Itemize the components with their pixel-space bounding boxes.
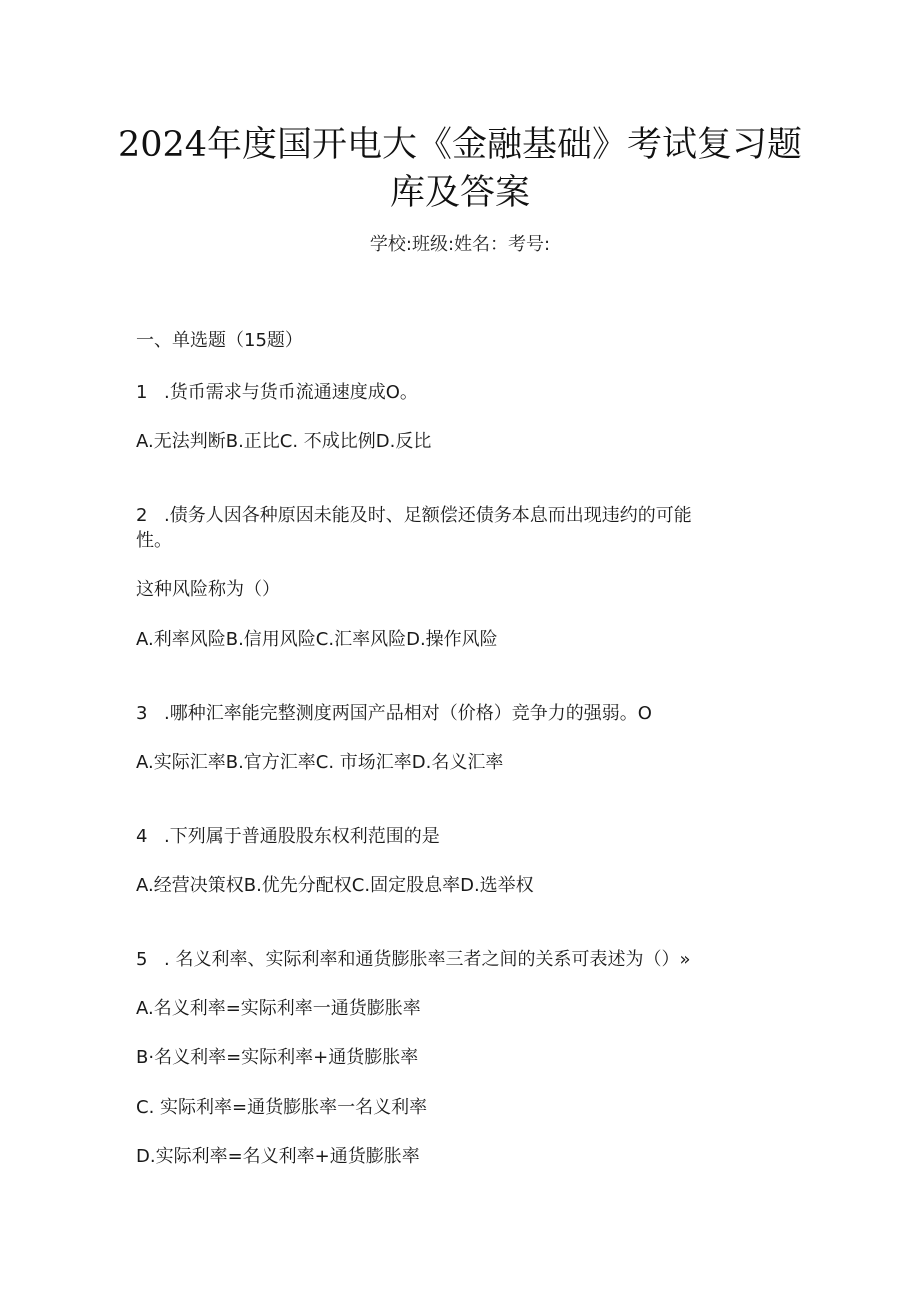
question-4 [136,824,440,850]
question-5-option-b: B·名义利率=实际利率+通货膨胀率 [136,1047,419,1068]
question-4-options: A.经营决策权B.优先分配权C.固定股息率D.选举权 [136,875,534,896]
document-title-line2: 库及答案 [389,173,530,213]
question-5-option-a: A.名义利率=实际利率一通货膨胀率 [136,998,421,1019]
question-number: 1 [136,382,148,403]
question-5-option-d: D.实际利率=名义利率+通货膨胀率 [136,1146,420,1167]
question-text: .货币需求与货币流通速度成O。 [164,382,418,403]
question-text: .债务人因各种原因未能及时、足额偿还债务本息而出现违约的可能 [164,505,692,526]
question-3 [136,701,652,727]
question-number: 3 [136,703,148,724]
question-number: 2 [136,505,148,526]
question-2-options: A.利率风险B.信用风险C.汇率风险D.操作风险 [136,629,498,650]
question-text: . 名义利率、实际利率和通货膨胀率三者之间的关系可表述为（）» [164,949,691,970]
question-2 [136,503,692,529]
question-text: .下列属于普通股股东权利范围的是 [164,826,440,847]
document-title-line1: 2024年度国开电大《金融基础》考试复习题 [117,125,803,165]
question-1 [136,380,418,406]
question-text: .哪种汇率能完整测度两国产品相对（价格）竞争力的强弱。O [164,703,652,724]
question-3-options: A.实际汇率B.官方汇率C. 市场汇率D.名义汇率 [136,752,504,773]
section-heading: 一、单选题（15题） [136,330,303,351]
question-2-text-continued: 性。 [136,530,172,551]
question-5 [136,947,690,973]
question-5-option-c: C. 实际利率=通货膨胀率一名义利率 [136,1097,428,1118]
student-info-line: 学校:班级:姓名：考号: [369,234,551,255]
question-number: 5 [136,949,148,970]
question-2-text-line3: 这种风险称为（） [136,579,280,600]
question-number: 4 [136,826,148,847]
question-1-options: A.无法判断B.正比C. 不成比例D.反比 [136,431,432,452]
